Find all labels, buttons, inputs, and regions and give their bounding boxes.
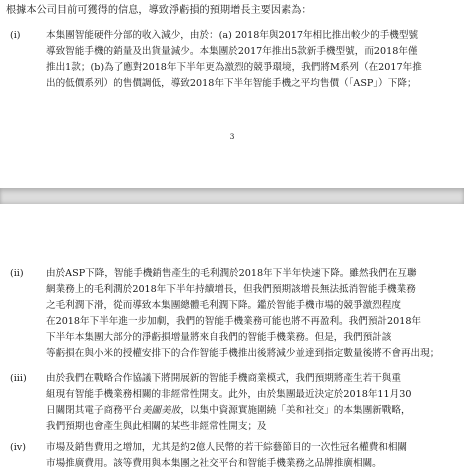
- text-line: 之毛利潤下滑，從而導致本集團總體毛利潤下降。鑑於智能手機市場的競爭激烈程度: [46, 300, 401, 311]
- item-ii-text: [46, 266, 456, 362]
- text-line: [46, 403, 456, 419]
- text-line: 網業務上的毛利潤於2018年下半年持續增長，但我們預期該增長無法抵消智能手機業務: [46, 284, 416, 295]
- text-line: 市場及銷售費用之增加，尤其是約2億人民幣的若干綜藝節目的一次性冠名權費和相關: [46, 442, 408, 453]
- text-line: 在2018年下半年進一步加劇，我們的智能手機業務可能也將不再盈利。我們預計2018年: [46, 316, 422, 327]
- text-line: 我們預期也會產生與此相關的某些非經常性開支；及: [46, 421, 267, 432]
- text-line: 市場推廣費用。該等費用與本集團之社交平台和智能手機業務之品牌推廣相關。: [46, 458, 382, 469]
- text-line: 由於ASP下降，智能手機銷售產生的毛利潤於2018年下半年快速下降。雖然我們在互聯: [46, 268, 417, 279]
- document-page-bottom: [0, 204, 464, 469]
- item-iv-label: (iv): [10, 442, 26, 453]
- text-line: 導致智能手機的銷量及出貨量減少。本集團於2017年推出5款新手機型號，而2018年僅: [46, 46, 418, 57]
- text-line: 等虧損在與小米的授權安排下的合作智能手機推出後將減少並達到指定數量後將不會再出現；: [46, 348, 440, 359]
- intro-paragraph: 根據本公司目前可獲得的信息，導致淨虧損的預期增長主要因素為：: [6, 5, 312, 16]
- text-line: 出的低價系列）的售價調低，導致2018年下半年智能手機之平均售價（「ASP」）下降；: [46, 78, 417, 89]
- item-iii-label: (iii): [10, 373, 27, 384]
- item-i-label: (i): [10, 30, 21, 41]
- text-segment: 日關閉其電子商務平台: [46, 405, 142, 416]
- item-ii-label: (ii): [10, 268, 24, 279]
- text-line: 推出1款；(b)為了應對2018年下半年更為激烈的競爭環境，我們將M系列（在2017年推: [46, 62, 422, 73]
- text-line: 下半年本集團大部分的淨虧損增量將來自我們的智能手機業務。但是，我們預計該: [46, 332, 392, 343]
- page-separator: [0, 188, 464, 204]
- item-iii-text: [46, 371, 456, 435]
- text-line: 組現有智能手機業務相關的非經常性開支。此外，由於集團最近決定於2018年11月30: [46, 389, 412, 400]
- text-line: 本集團智能硬件分部的收入減少，由於：(a) 2018年與2017年相比推出較少的手機型號: [46, 30, 419, 41]
- page-number: 3: [229, 132, 235, 141]
- platform-name: 美圖美妝: [141, 405, 181, 416]
- document-page-top: [0, 0, 464, 188]
- text-line: 由於我們在戰略合作協議下將開展新的智能手機商業模式，我們預期將產生若干與重: [46, 373, 401, 384]
- item-i-text: [46, 28, 456, 92]
- item-iv-text: [46, 440, 456, 472]
- text-segment: ，以集中資源實施圍繞「美和社交」的本集團新戰略，: [180, 405, 411, 416]
